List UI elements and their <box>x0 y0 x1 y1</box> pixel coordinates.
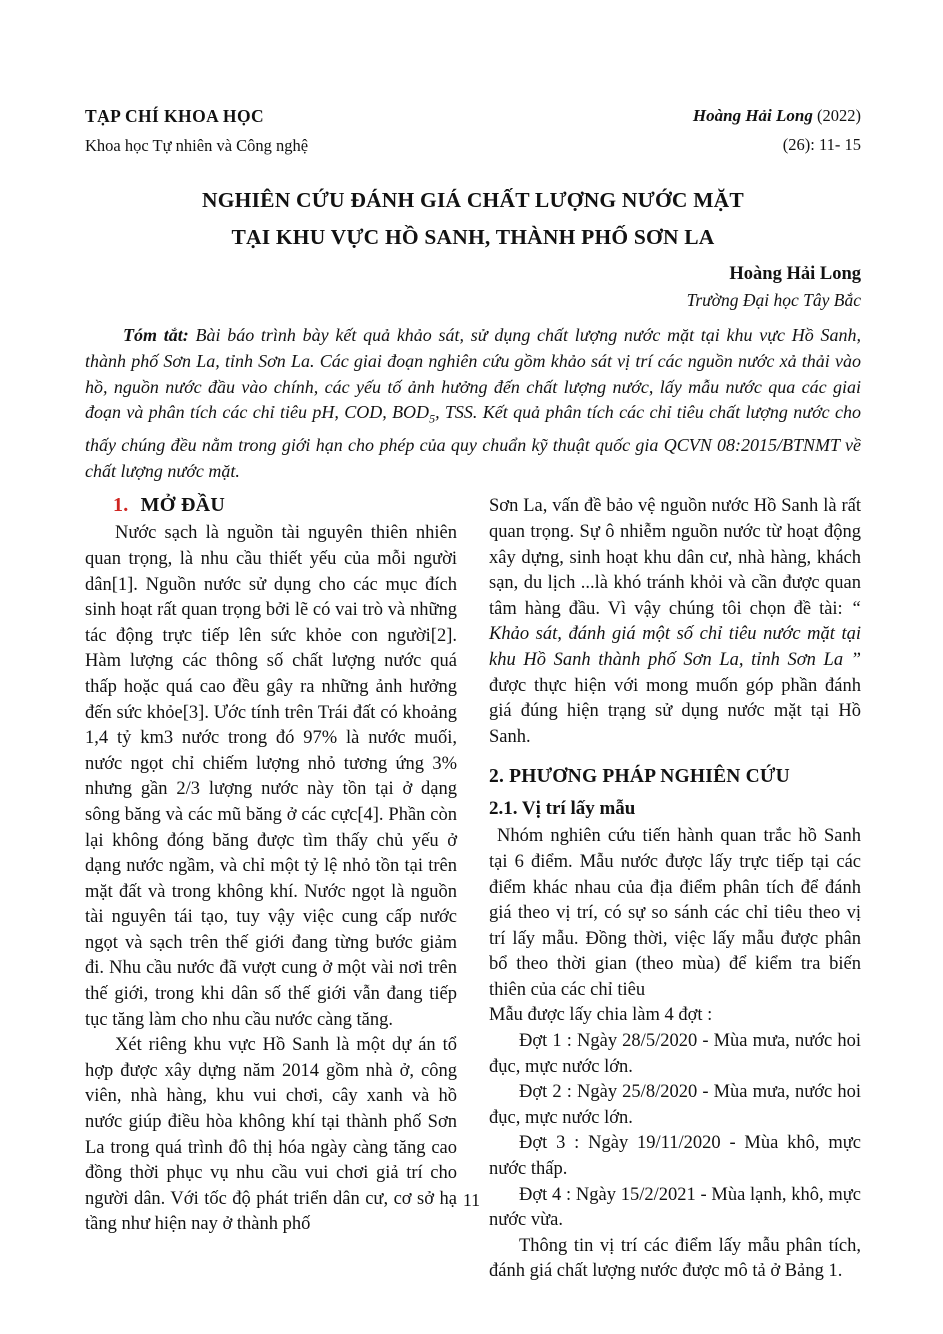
citation-line <box>693 106 861 126</box>
right-column <box>489 494 861 1285</box>
abstract-text-part2: , TSS. Kết quả phân tích các chỉ tiêu chất lượng nước cho thấy chúng đều nằm trong giới hạn cho phép của quy chuẩn kỹ thuật quốc gia QCVN 08:2015/BTNMT về chất lượng nước mặt. <box>85 402 861 481</box>
continuation-text-before-quote: Sơn La, vấn đề bảo vệ nguồn nước Hồ Sanh là rất quan trọng. Sự ô nhiễm nguồn nước từ hoạt động xây dựng, sinh hoạt khu dân cư, nhà hàng, khách sạn, du lịch ...là khó tránh khỏi và cần được quan tâm hàng đầu. Vì vậy chúng tôi chọn đề tài: <box>489 496 861 619</box>
section-1-paragraph-1: Nước sạch là nguồn tài nguyên thiên nhiên quan trọng, là nhu cầu thiết yếu của mỗi người dân[1]. Nguồn nước sử dụng cho các mục đích sinh hoạt rất quan trọng bởi lẽ có vai trò và những tác động trực tiếp lên sức khỏe con người[2]. Hàm lượng các thông số chất lượng nước quá thấp hoặc quá cao đều gây ra những ảnh hưởng đến sức khỏe[3]. Ước tính trên Trái đất có khoảng 1,4 tỷ km3 nước trong đó 97% là nước muối, nước ngọt chỉ chiếm lượng nhỏ tương ứng 3% nhưng gần 2/3 lượng nước này tồn tại ở dạng sông băng và các mũ băng ở các cực[4]. Phần còn lại không đóng băng được tìm thấy chủ yếu ở dạng nước ngầm, và chỉ một tỷ lệ nhỏ tồn tại trên mặt đất và trong không khí. Nước ngọt là nguồn tài nguyên tái tạo, tuy vậy việc cung cấp nước ngọt và sạch trên thế giới đang từng bước giảm đi. Nhu cầu nước đã vượt cung ở một vài nơi trên thế giới, trong khi dân số thế giới vẫn đang tiếp tục tăng làm cho nhu cầu nước càng tăng. <box>85 523 457 1030</box>
article-title-line2: TẠI KHU VỰC HỒ SANH, THÀNH PHỐ SƠN LA <box>231 225 715 249</box>
section-2-heading: 2. PHƯƠNG PHÁP NGHIÊN CỨU <box>489 766 790 788</box>
section-1-title: MỞ ĐẦU <box>140 494 226 517</box>
journal-name: TẠP CHÍ KHOA HỌC <box>85 106 264 126</box>
section-1-paragraph-2: Xét riêng khu vực Hồ Sanh là một dự án tổ hợp được xây dựng năm 2014 gồm nhà ở, công viên, nhà hàng, khu vui chơi, cây xanh và hồ nước giúp điều hòa không khí tại thành phố Sơn La trong quá trình đô thị hóa ngày càng tăng cao đồng thời phục vụ nhu cầu vui chơi giả trí cho người dân. Với tốc độ phát triển dân cư, cơ sở hạ tầng như hiện nay ở thành phố <box>85 1035 457 1235</box>
sampling-batch-4: Đợt 4 : Ngày 15/2/2021 - Mùa lạnh, khô, mực nước vừa. <box>489 1184 861 1231</box>
author-affiliation: Trường Đại học Tây Bắc <box>686 290 861 310</box>
sampling-batch-1: Đợt 1 : Ngày 28/5/2020 - Mùa mưa, nước hoi đục, mực nước lớn. <box>489 1031 861 1077</box>
page-number: 11 <box>462 1190 481 1210</box>
masthead-right <box>693 106 861 155</box>
abstract-paragraph <box>85 323 861 484</box>
journal-subtitle: Khoa học Tự nhiên và Công nghệ <box>85 136 309 155</box>
section-2-1-heading: 2.1. Vị trí lấy mẫu <box>489 798 636 820</box>
section-2-1-paragraph-3: Thông tin vị trí các điểm lấy mẫu phân tích, đánh giá chất lượng nước được mô tả ở Bảng 1. <box>489 1235 861 1282</box>
continuation-text-after-quote: được thực hiện với mong muốn góp phần đánh giá đúng hiện trạng sử dụng nước mặt tại Hồ Sanh. <box>489 675 861 747</box>
research-topic-quote: “ Khảo sát, đánh giá một số chỉ tiêu nước mặt tại khu Hồ Sanh thành phố Sơn La, tỉnh Sơn La ” <box>489 598 861 670</box>
section-2-1-paragraph-1: Nhóm nghiên cứu tiến hành quan trắc hồ Sanh tại 6 điểm. Mẫu nước được lấy trực tiếp tại các điểm khác nhau của địa điểm phân tích để đánh giá theo vị trí, có sự so sánh các chỉ tiêu theo vị trí lấy mẫu. Đồng thời, việc lấy mẫu được phân bổ theo thời gian (theo mùa) để kiểm tra biến thiên của các chỉ tiêu <box>489 826 861 1000</box>
citation-author: Hoàng Hải Long <box>692 106 813 125</box>
citation-year: (2022) <box>812 106 861 125</box>
section-1-number: 1. <box>113 494 129 517</box>
citation-issue-pages: (26): 11- 15 <box>782 135 861 154</box>
sampling-batches-lead: Mẫu được lấy chia làm 4 đợt : <box>489 1005 713 1026</box>
left-column <box>85 494 457 1285</box>
author-name: Hoàng Hải Long <box>729 264 861 284</box>
masthead <box>85 106 861 156</box>
abstract-text-part1: Bài báo trình bày kết quả khảo sát, sử dụng chất lượng nước mặt tại khu vực Hồ Sanh, thành phố Sơn La, tỉnh Sơn La. Các giai đoạn nghiên cứu gồm khảo sát vị trí các nguồn nước xả thải vào hồ, nguồn nước đầu vào chính, các yếu tố ảnh hưởng đến chất lượng nước, lấy mẫu nước qua các giai đoạn và phân tích các chỉ tiêu pH, COD, BOD <box>85 325 862 423</box>
byline <box>85 264 861 311</box>
masthead-left <box>85 106 308 156</box>
sampling-batch-2: Đợt 2 : Ngày 25/8/2020 - Mùa mưa, nước hoi đục, mực nước lớn. <box>489 1082 861 1128</box>
two-column-body <box>85 494 861 1285</box>
article-title-line1: NGHIÊN CỨU ĐÁNH GIÁ CHẤT LƯỢNG NƯỚC MẶT <box>202 188 744 212</box>
abstract-bod-subscript: 5 <box>429 411 436 426</box>
section-1-heading <box>85 494 457 517</box>
article-title <box>85 182 861 256</box>
sampling-batch-3: Đợt 3 : Ngày 19/11/2020 - Mùa khô, mực nước thấp. <box>489 1133 861 1180</box>
abstract-label: Tóm tắt: <box>123 325 189 345</box>
section-1-continuation-paragraph <box>489 494 861 750</box>
